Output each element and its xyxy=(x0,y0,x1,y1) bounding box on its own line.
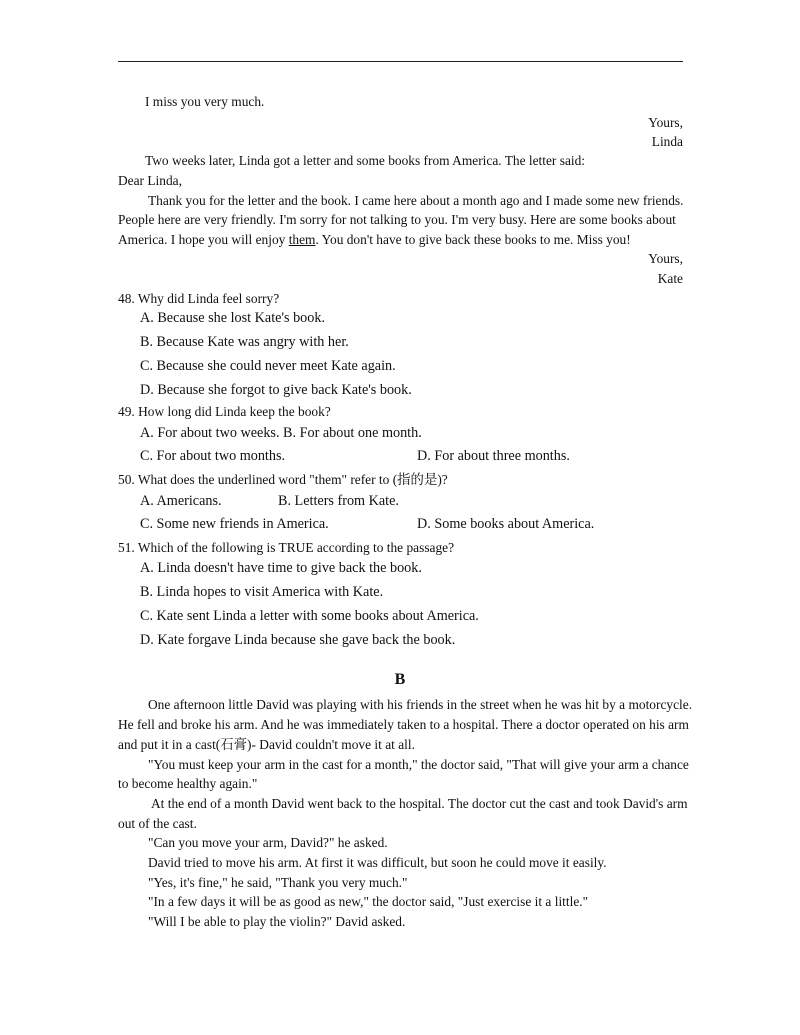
letter2-closing: Yours, xyxy=(648,251,683,266)
passage-line: "In a few days it will be as good as new," the doctor said, "Just exercise it a little." xyxy=(148,894,589,909)
option-b: B. Linda hopes to visit America with Kate. xyxy=(140,584,384,600)
letter1-signature: Linda xyxy=(651,134,683,149)
letter2-body-line: People here are very friendly. I'm sorry for not talking to you. I'm very busy. Here are some books about xyxy=(118,212,676,227)
narration-line: Two weeks later, Linda got a letter and some books from America. The letter said: xyxy=(145,153,586,168)
letter1-closing: Yours, xyxy=(648,115,683,130)
passage-line: and put it in a cast(石膏)- David couldn't move it at all. xyxy=(118,737,415,752)
option-a: A. Americans. xyxy=(140,493,222,509)
question-stem: 50. What does the underlined word "them" refer to (指的是)? xyxy=(118,472,448,487)
passage-line: out of the cast. xyxy=(118,816,197,831)
option-d: D. Because she forgot to give back Kate's book. xyxy=(140,382,412,398)
underlined-word: them xyxy=(288,232,316,247)
passage-line: "Will I be able to play the violin?" David asked. xyxy=(148,914,406,929)
letter2-body-line xyxy=(118,233,631,246)
section-heading: B xyxy=(394,671,406,688)
letter2-body-text: America. I hope you will enjoy xyxy=(118,232,289,247)
question-stem: 51. Which of the following is TRUE according to the passage? xyxy=(118,540,455,555)
option-ab: A. For about two weeks. B. For about one month. xyxy=(140,425,422,441)
passage-line: "You must keep your arm in the cast for a month," the doctor said, "That will give your arm a chance xyxy=(148,757,689,772)
option-c: C. Kate sent Linda a letter with some books about America. xyxy=(140,608,479,624)
question-stem: 49. How long did Linda keep the book? xyxy=(118,404,331,419)
option-a: A. Because she lost Kate's book. xyxy=(140,310,325,326)
letter2-body-text: . You don't have to give back these books to me. Miss you! xyxy=(315,232,631,247)
option-c: C. Some new friends in America. xyxy=(140,516,329,532)
passage-line: He fell and broke his arm. And he was immediately taken to a hospital. There a doctor operated on his arm xyxy=(118,717,689,732)
letter2-greeting: Dear Linda, xyxy=(118,173,182,188)
passage-line: "Can you move your arm, David?" he asked. xyxy=(148,835,388,850)
passage-line: David tried to move his arm. At first it was difficult, but soon he could move it easily. xyxy=(148,855,607,870)
option-c: C. For about two months. xyxy=(140,448,286,464)
letter1-line: I miss you very much. xyxy=(145,94,265,109)
header-rule xyxy=(118,61,683,62)
letter2-signature: Kate xyxy=(657,271,683,286)
passage-line: "Yes, it's fine," he said, "Thank you very much." xyxy=(148,875,408,890)
letter2-body-line: Thank you for the letter and the book. I came here about a month ago and I made some new friends. xyxy=(148,193,684,208)
option-d: D. Some books about America. xyxy=(417,516,595,532)
option-b: B. Because Kate was angry with her. xyxy=(140,334,349,350)
option-d: D. Kate forgave Linda because she gave back the book. xyxy=(140,632,456,648)
option-b: B. Letters from Kate. xyxy=(278,493,399,509)
passage-line: At the end of a month David went back to the hospital. The doctor cut the cast and took David's arm xyxy=(151,796,688,811)
passage-line: to become healthy again." xyxy=(118,776,258,791)
option-c: C. Because she could never meet Kate again. xyxy=(140,358,396,374)
option-a: A. Linda doesn't have time to give back the book. xyxy=(140,560,422,576)
option-d: D. For about three months. xyxy=(417,448,570,464)
passage-line: One afternoon little David was playing with his friends in the street when he was hit by a motorcycle. xyxy=(148,697,693,712)
question-stem: 48. Why did Linda feel sorry? xyxy=(118,291,280,306)
